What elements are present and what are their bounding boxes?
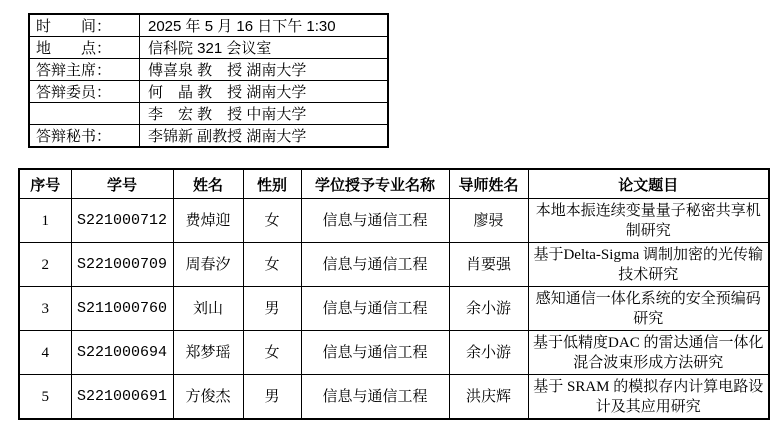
students-header-row [19,169,769,199]
committee-value-2: 李 宏 教 授 中南大学 [140,103,389,125]
secretary-label: 答辩秘书： [29,125,140,148]
cell-major: 信息与通信工程 [301,375,449,420]
cell-student-id: S221000691 [71,375,173,420]
cell-name: 刘山 [173,287,243,331]
student-row [19,243,769,287]
cell-student-id: S221000712 [71,199,173,243]
cell-gender: 男 [243,287,301,331]
cell-supervisor: 余小游 [449,331,528,375]
cell-student-id: S211000760 [71,287,173,331]
col-header-student-id: 学号 [71,169,173,199]
info-row-location [29,37,388,59]
student-row [19,331,769,375]
cell-no: 1 [19,199,71,243]
col-header-gender: 性别 [243,169,301,199]
cell-major: 信息与通信工程 [301,287,449,331]
student-row [19,199,769,243]
cell-thesis-title: 基于 SRAM 的模拟存内计算电路设计及其应用研究 [528,375,769,420]
cell-major: 信息与通信工程 [301,199,449,243]
students-table [18,168,770,420]
student-row [19,375,769,420]
info-row-secretary [29,125,388,148]
cell-no: 2 [19,243,71,287]
cell-thesis-title: 本地本振连续变量量子秘密共享机制研究 [528,199,769,243]
info-row-committee-1 [29,81,388,103]
committee-label-empty [29,103,140,125]
chair-value: 傅喜泉 教 授 湖南大学 [140,59,389,81]
committee-value-1: 何 晶 教 授 湖南大学 [140,81,389,103]
cell-name: 周春汐 [173,243,243,287]
col-header-no: 序号 [19,169,71,199]
committee-label: 答辩委员： [29,81,140,103]
cell-gender: 女 [243,243,301,287]
cell-supervisor: 肖要强 [449,243,528,287]
cell-student-id: S221000709 [71,243,173,287]
cell-name: 费焯迎 [173,199,243,243]
location-value: 信科院 321 会议室 [140,37,389,59]
defense-info-table [28,13,389,148]
info-row-committee-2 [29,103,388,125]
cell-supervisor: 余小游 [449,287,528,331]
cell-name: 郑梦瑶 [173,331,243,375]
cell-gender: 女 [243,199,301,243]
col-header-supervisor: 导师姓名 [449,169,528,199]
col-header-thesis-title: 论文题目 [528,169,769,199]
cell-no: 3 [19,287,71,331]
cell-no: 5 [19,375,71,420]
cell-supervisor: 廖骎 [449,199,528,243]
cell-major: 信息与通信工程 [301,243,449,287]
info-row-chair [29,59,388,81]
col-header-name: 姓名 [173,169,243,199]
cell-thesis-title: 基于Delta-Sigma 调制加密的光传输技术研究 [528,243,769,287]
info-row-time [29,14,388,37]
cell-thesis-title: 感知通信一体化系统的安全预编码研究 [528,287,769,331]
cell-major: 信息与通信工程 [301,331,449,375]
cell-gender: 女 [243,331,301,375]
chair-label: 答辩主席： [29,59,140,81]
time-value: 2025 年 5 月 16 日下午 1:30 [140,14,389,37]
cell-name: 方俊杰 [173,375,243,420]
col-header-major: 学位授予专业名称 [301,169,449,199]
cell-gender: 男 [243,375,301,420]
cell-student-id: S221000694 [71,331,173,375]
student-row [19,287,769,331]
time-label: 时 间： [29,14,140,37]
secretary-value: 李锦新 副教授 湖南大学 [140,125,389,148]
cell-no: 4 [19,331,71,375]
cell-thesis-title: 基于低精度DAC 的雷达通信一体化混合波束形成方法研究 [528,331,769,375]
location-label: 地 点： [29,37,140,59]
cell-supervisor: 洪庆辉 [449,375,528,420]
